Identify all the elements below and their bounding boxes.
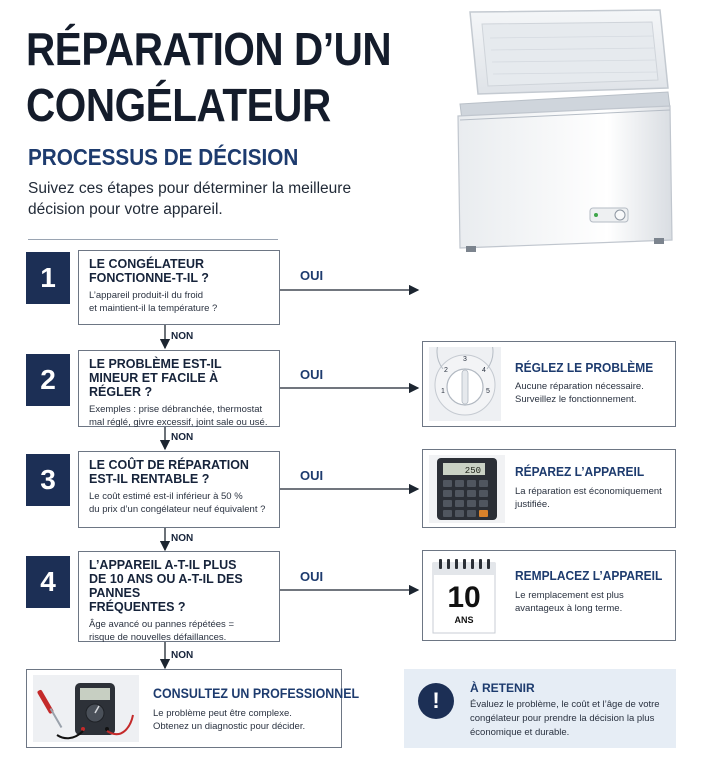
result-fix-desc-line: Surveillez le fonctionnement. [515, 394, 637, 405]
step-3-desc-line: du prix d’un congélateur neuf équivalent ? [89, 504, 266, 515]
key-takeaway-description [470, 698, 660, 740]
step-2-question-box [78, 350, 280, 427]
step-4-desc-line: Âge avancé ou pannes répétées = [89, 619, 234, 630]
step-1-no-label: NON [171, 331, 194, 342]
step-1-title-line: LE CONGÉLATEUR [89, 257, 205, 271]
result-replace-title: REMPLACEZ L’APPAREIL [515, 568, 663, 583]
step-3-title-line: LE COÛT DE RÉPARATION [89, 458, 249, 472]
calendar-icon [431, 557, 497, 635]
calendar-unit: ANS [454, 615, 474, 625]
step-4-number: 4 [26, 556, 70, 608]
step-2-description [89, 403, 269, 429]
page-title-line-2: CONGÉLATEUR [26, 79, 331, 131]
step-2-title [89, 357, 269, 399]
result-replace-box [422, 550, 676, 641]
step-2-yes-label: OUI [300, 367, 324, 382]
step-1-desc-line: L’appareil produit-il du froid [89, 290, 204, 301]
step-3-number: 3 [26, 454, 70, 506]
consult-desc-line: Obtenez un diagnostic pour décider. [153, 721, 306, 732]
step-4-title-line: DE 10 ANS OU A-T-IL DES PANNES [89, 572, 243, 600]
exclamation-icon: ! [418, 683, 454, 719]
key-takeaway-title: À RETENIR [470, 681, 535, 695]
calculator-icon [429, 455, 505, 523]
takeaway-desc-line: économique et durable. [470, 727, 570, 738]
step-1-title [89, 257, 269, 285]
step-2-title-line: LE PROBLÈME EST-IL [89, 357, 222, 371]
intro-line-1: Suivez ces étapes pour déterminer la meilleure [28, 180, 352, 197]
calculator-display: 250 [464, 466, 481, 476]
result-replace-description [515, 589, 624, 615]
result-repair-desc-line: La réparation est économiquement [515, 486, 662, 497]
consult-professional-title: CONSULTEZ UN PROFESSIONNEL [153, 686, 360, 701]
key-takeaway-panel [404, 669, 676, 748]
step-1-yes-label: OUI [300, 268, 324, 283]
step-4-title-line: L’APPAREIL A-T-IL PLUS [89, 558, 237, 572]
dial-mark: 1 [441, 388, 445, 395]
step-1-desc-line: et maintient-il la température ? [89, 303, 218, 314]
dial-mark: 5 [486, 388, 490, 395]
step-4-title [89, 558, 269, 614]
calendar-number: 10 [447, 581, 481, 614]
dial-mark: 3 [463, 356, 467, 363]
page-subtitle: PROCESSUS DE DÉCISION [28, 144, 299, 170]
step-3-title-line: EST-IL RENTABLE ? [89, 472, 210, 486]
dial-mark: 2 [444, 367, 448, 374]
result-repair-description [515, 485, 662, 511]
step-3-title [89, 458, 269, 486]
consult-desc-line: Le problème peut être complexe. [153, 708, 292, 719]
step-3-desc-line: Le coût estimé est-il inférieur à 50 % [89, 491, 243, 502]
result-fix-description [515, 380, 644, 406]
step-4-no-label: NON [171, 650, 194, 661]
consult-professional-box [26, 669, 360, 748]
step-2-desc-line: mal réglé, givre excessif, joint sale ou usé. [89, 417, 268, 428]
takeaway-desc-line: congélateur pour prendre la décision la plus [470, 713, 655, 724]
step-1-title-line: FONCTIONNE-T-IL ? [89, 271, 209, 285]
result-replace-desc-line: Le remplacement est plus [515, 590, 624, 601]
dial-mark: 4 [482, 367, 486, 374]
step-4-description [89, 618, 269, 644]
step-3-no-label: NON [171, 533, 194, 544]
result-fix-desc-line: Aucune réparation nécessaire. [515, 381, 644, 392]
result-fix-problem-box [422, 341, 676, 427]
step-2-desc-line: Exemples : prise débranchée, thermostat [89, 404, 263, 415]
step-4-question-box [78, 551, 280, 642]
result-fix-title: RÉGLEZ LE PROBLÈME [515, 360, 654, 375]
step-1-question-box [78, 250, 280, 325]
step-4-title-line: FRÉQUENTES ? [89, 600, 186, 614]
step-2-no-label: NON [171, 432, 194, 443]
intro-line-2: décision pour votre appareil. [28, 201, 223, 218]
step-4-desc-line: risque de nouvelles défaillances. [89, 632, 227, 643]
step-3-description [89, 490, 269, 516]
thermostat-dial-icon [429, 347, 501, 421]
result-repair-desc-line: justifiée. [515, 499, 550, 510]
step-2-title-line: MINEUR ET FACILE À RÉGLER ? [89, 371, 219, 399]
step-3-question-box [78, 451, 280, 528]
multimeter-icon [33, 675, 139, 742]
takeaway-desc-line: Évaluez le problème, le coût et l’âge de votre [470, 699, 660, 710]
page-title-line-1: RÉPARATION D’UN [26, 23, 392, 75]
result-repair-box [422, 449, 676, 528]
step-3-yes-label: OUI [300, 468, 324, 483]
result-replace-desc-line: avantageux à long terme. [515, 603, 623, 614]
step-2-number: 2 [26, 354, 70, 406]
result-repair-title: RÉPAREZ L’APPAREIL [515, 464, 645, 479]
step-1-number: 1 [26, 252, 70, 304]
step-4-yes-label: OUI [300, 569, 324, 584]
step-1-description [89, 289, 269, 315]
consult-professional-description [153, 707, 305, 733]
